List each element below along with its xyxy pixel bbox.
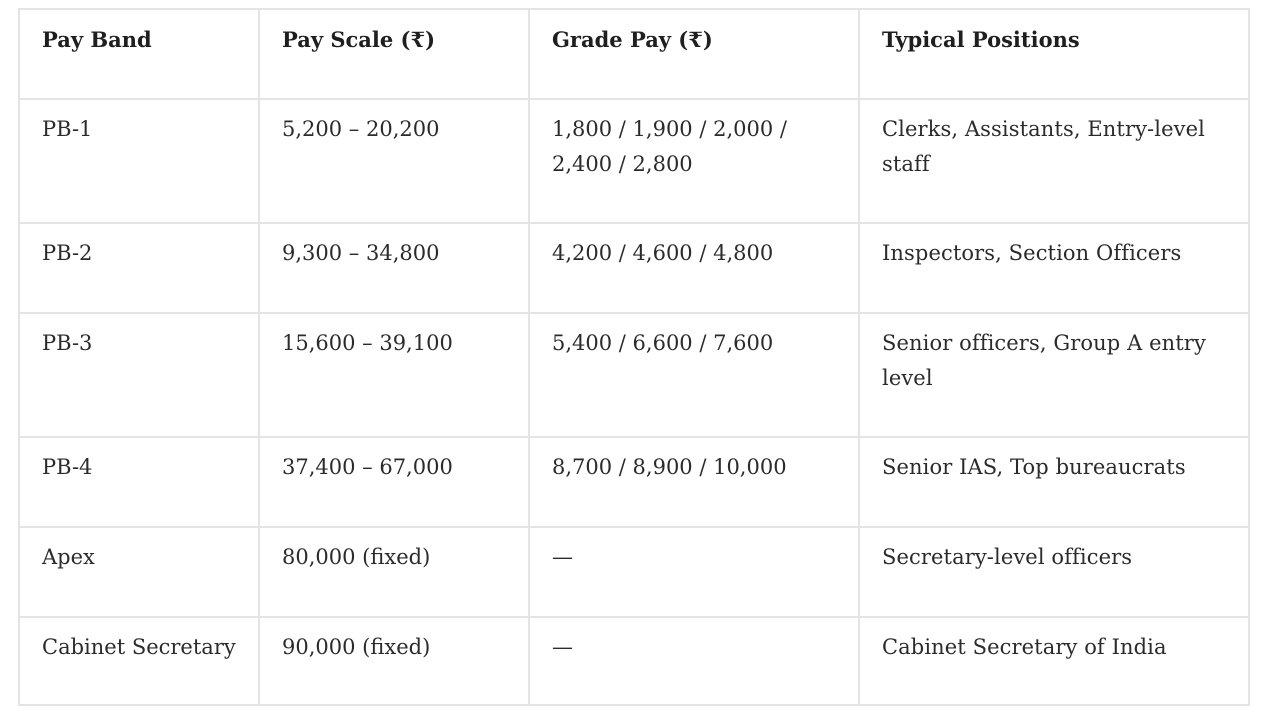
cell-typical-positions: Cabinet Secretary of India [859, 617, 1249, 705]
cell-pay-band: Apex [19, 527, 259, 617]
cell-typical-positions: Inspectors, Section Officers [859, 223, 1249, 313]
cell-grade-pay: — [529, 527, 859, 617]
cell-pay-band: PB-4 [19, 437, 259, 527]
cell-grade-pay: 4,200 / 4,600 / 4,800 [529, 223, 859, 313]
cell-grade-pay: 1,800 / 1,900 / 2,000 / 2,400 / 2,800 [529, 99, 859, 223]
table-row [19, 527, 1249, 617]
cell-pay-band: PB-3 [19, 313, 259, 437]
table-row [19, 437, 1249, 527]
cell-pay-scale: 90,000 (fixed) [259, 617, 529, 705]
table-row [19, 617, 1249, 705]
cell-grade-pay: 5,400 / 6,600 / 7,600 [529, 313, 859, 437]
table-header [19, 9, 1249, 99]
pay-band-table [18, 8, 1250, 706]
cell-pay-scale: 80,000 (fixed) [259, 527, 529, 617]
cell-grade-pay: 8,700 / 8,900 / 10,000 [529, 437, 859, 527]
cell-pay-scale: 15,600 – 39,100 [259, 313, 529, 437]
cell-typical-positions: Senior IAS, Top bureaucrats [859, 437, 1249, 527]
cell-pay-band: PB-1 [19, 99, 259, 223]
cell-typical-positions: Secretary-level officers [859, 527, 1249, 617]
cell-grade-pay: — [529, 617, 859, 705]
table-row [19, 313, 1249, 437]
header-grade-pay: Grade Pay (₹) [529, 9, 859, 99]
header-pay-band: Pay Band [19, 9, 259, 99]
header-pay-scale: Pay Scale (₹) [259, 9, 529, 99]
table-body [19, 99, 1249, 705]
cell-pay-scale: 5,200 – 20,200 [259, 99, 529, 223]
cell-typical-positions: Senior officers, Group A entry level [859, 313, 1249, 437]
header-typical-positions: Typical Positions [859, 9, 1249, 99]
cell-pay-scale: 9,300 – 34,800 [259, 223, 529, 313]
cell-pay-scale: 37,400 – 67,000 [259, 437, 529, 527]
cell-pay-band: PB-2 [19, 223, 259, 313]
header-row [19, 9, 1249, 99]
table-row [19, 99, 1249, 223]
table-row [19, 223, 1249, 313]
cell-typical-positions: Clerks, Assistants, Entry-level staff [859, 99, 1249, 223]
cell-pay-band: Cabinet Secretary [19, 617, 259, 705]
